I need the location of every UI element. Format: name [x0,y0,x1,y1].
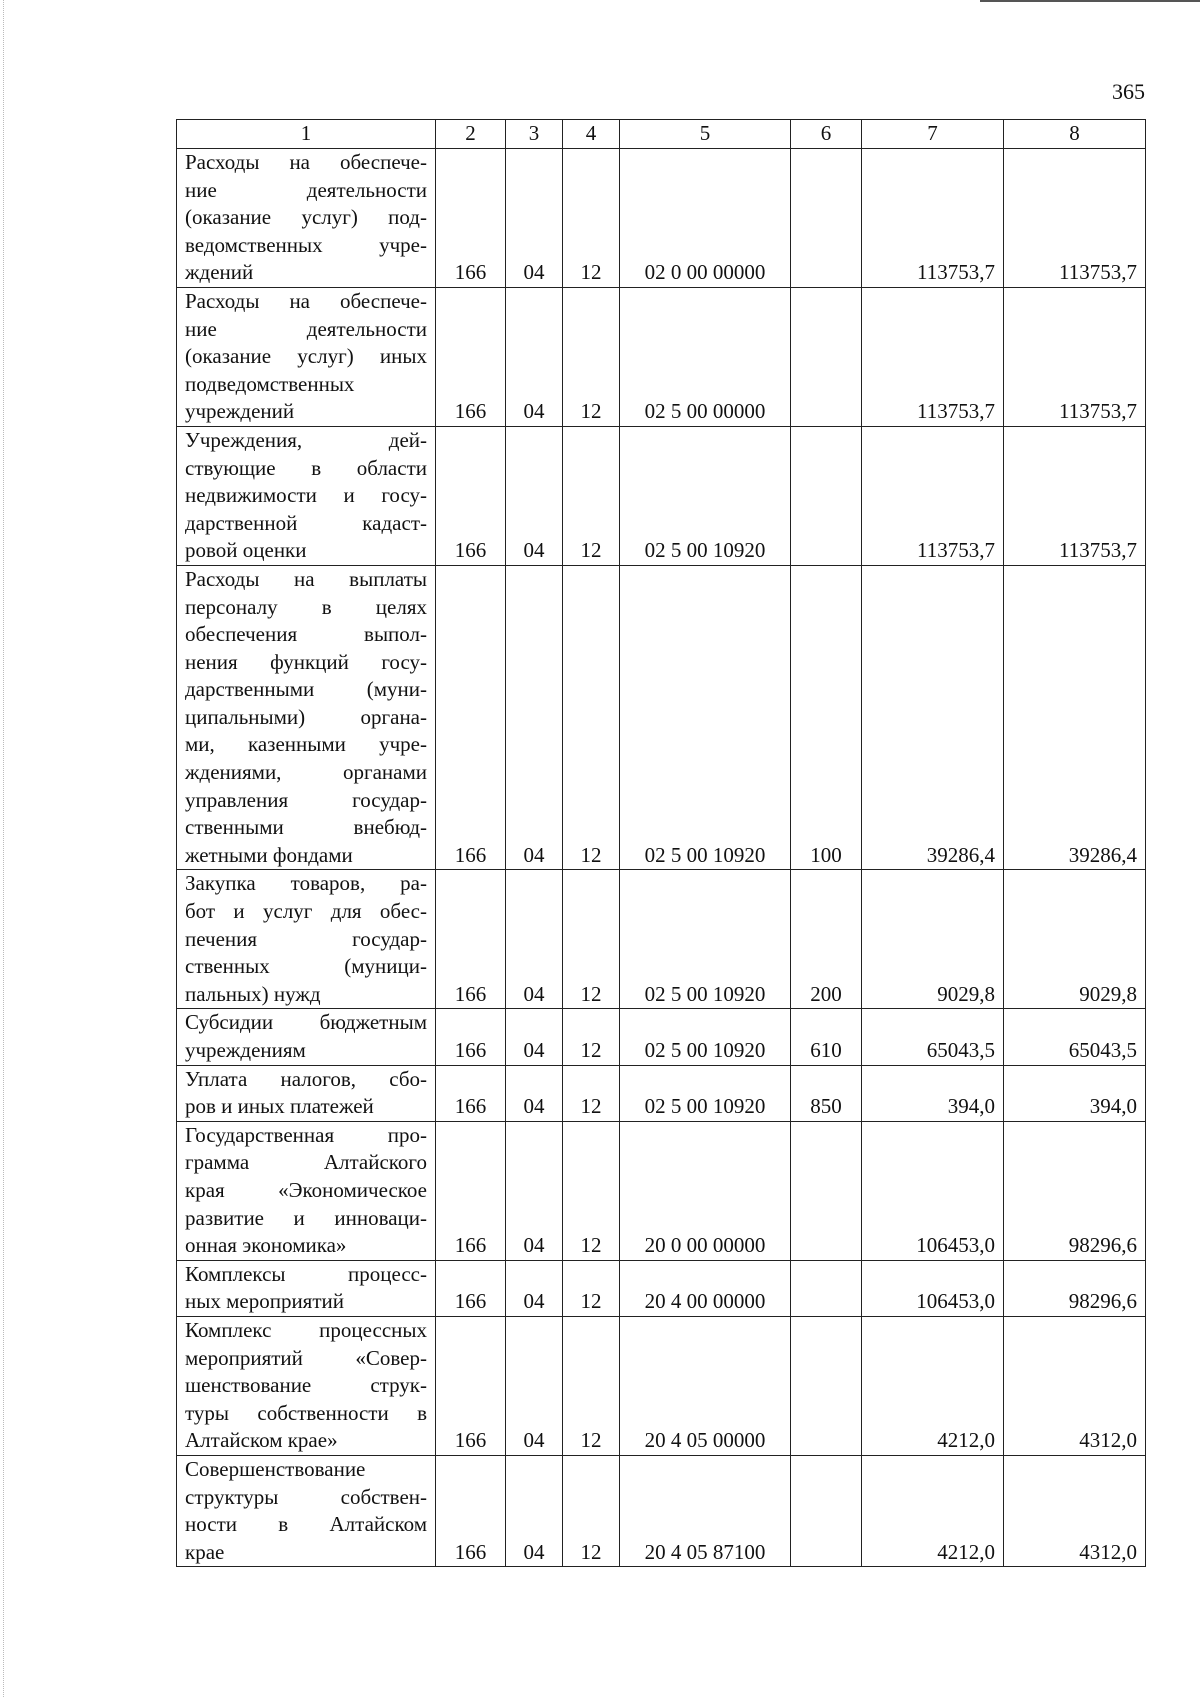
expense-name-line: (оказание услуг) иных [185,344,427,369]
cell-expense-kind [791,149,862,288]
cell-target-article: 02 5 00 10920 [620,426,791,565]
cell-expense-name [177,1260,436,1316]
cell-expense-kind: 200 [791,870,862,1009]
cell-section: 04 [506,1065,563,1121]
cell-expense-kind [791,1316,862,1455]
expense-name-line: туры собственности в [185,1400,427,1425]
cell-admin-code: 166 [436,1121,506,1260]
table-row [177,870,1146,1009]
cell-sum-year-2: 113753,7 [1004,149,1146,288]
budget-table [176,119,1146,1567]
cell-expense-kind: 100 [791,565,862,870]
scan-edge [3,0,4,1697]
cell-target-article: 02 5 00 00000 [620,287,791,426]
expense-name-line: ждений [185,260,254,285]
cell-sum-year-2: 65043,5 [1004,1009,1146,1065]
cell-admin-code: 166 [436,1316,506,1455]
expense-name-line: онная экономика» [185,1233,347,1258]
cell-target-article: 02 5 00 10920 [620,565,791,870]
cell-section: 04 [506,426,563,565]
table-row [177,565,1146,870]
cell-subsection: 12 [563,1065,620,1121]
expense-name-line: ние деятельности [185,316,427,341]
expense-name-line: крае [185,1539,225,1564]
expense-name-line: ных мероприятий [185,1289,344,1314]
expense-name-line: подведомственных [185,371,355,396]
expense-name-line: ровой оценки [185,538,307,563]
expense-name-line: Расходы на обеспече- [185,288,427,313]
top-rule [980,0,1200,2]
cell-expense-kind [791,426,862,565]
header-col-6: 6 [791,120,862,149]
expense-name-line: края «Экономическое [185,1177,427,1202]
cell-admin-code: 166 [436,870,506,1009]
cell-admin-code: 166 [436,426,506,565]
cell-expense-kind [791,1455,862,1566]
expense-name-line: ров и иных платежей [185,1094,374,1119]
expense-name-line: Закупка товаров, ра- [185,871,427,896]
expense-name-line: Алтайском крае» [185,1428,338,1453]
cell-admin-code: 166 [436,149,506,288]
cell-section: 04 [506,1121,563,1260]
table-row [177,426,1146,565]
cell-expense-name [177,565,436,870]
table-row [177,1121,1146,1260]
expense-name-line: управления государ- [185,787,427,812]
expense-name-line: ведомственных учре- [185,232,427,257]
table-row [177,1260,1146,1316]
cell-section: 04 [506,1260,563,1316]
cell-sum-year-2: 113753,7 [1004,287,1146,426]
expense-name-line: бот и услуг для обес- [185,899,427,924]
cell-sum-year-2: 9029,8 [1004,870,1146,1009]
cell-expense-kind [791,1260,862,1316]
expense-name-line: недвижимости и госу- [185,483,427,508]
table-row [177,1009,1146,1065]
cell-sum-year-2: 98296,6 [1004,1260,1146,1316]
cell-sum-year-1: 65043,5 [862,1009,1004,1065]
table-body [177,149,1146,1567]
cell-target-article: 02 5 00 10920 [620,870,791,1009]
cell-target-article: 02 0 00 00000 [620,149,791,288]
expense-name-line: учреждений [185,399,295,424]
cell-expense-name [177,149,436,288]
table-row [177,1455,1146,1566]
cell-admin-code: 166 [436,1455,506,1566]
cell-section: 04 [506,1455,563,1566]
expense-name-line: Государственная про- [185,1122,427,1147]
cell-sum-year-1: 39286,4 [862,565,1004,870]
cell-sum-year-2: 98296,6 [1004,1121,1146,1260]
cell-subsection: 12 [563,565,620,870]
cell-expense-name [177,870,436,1009]
cell-subsection: 12 [563,1316,620,1455]
cell-expense-name [177,1065,436,1121]
cell-sum-year-1: 4212,0 [862,1455,1004,1566]
cell-expense-kind: 850 [791,1065,862,1121]
cell-admin-code: 166 [436,1260,506,1316]
expense-name-line: ми, казенными учре- [185,732,427,757]
expense-name-line: ственных (муници- [185,954,427,979]
expense-name-line: дарственной кадаст- [185,510,427,535]
expense-name-line: грамма Алтайского [185,1150,427,1175]
expense-name-line: (оказание услуг) под- [185,205,427,230]
expense-name-line: мероприятий «Совер- [185,1345,427,1370]
cell-section: 04 [506,1316,563,1455]
table-row [177,1065,1146,1121]
cell-target-article: 20 4 05 87100 [620,1455,791,1566]
expense-name-line: Учреждения, дей- [185,427,427,452]
expense-name-line: ципальными) органа- [185,704,427,729]
expense-name-line: Комплексы процесс- [185,1261,427,1286]
cell-target-article: 02 5 00 10920 [620,1009,791,1065]
header-col-8: 8 [1004,120,1146,149]
expense-name-line: Совершенствование [185,1456,366,1481]
cell-sum-year-2: 39286,4 [1004,565,1146,870]
cell-admin-code: 166 [436,1009,506,1065]
expense-name-line: дарственными (муни- [185,677,427,702]
cell-admin-code: 166 [436,565,506,870]
expense-name-line: персоналу в целях [185,594,427,619]
header-col-2: 2 [436,120,506,149]
expense-name-line: Комплекс процессных [185,1317,427,1342]
header-col-7: 7 [862,120,1004,149]
expense-name-line: ние деятельности [185,177,427,202]
header-col-3: 3 [506,120,563,149]
cell-section: 04 [506,1009,563,1065]
header-col-5: 5 [620,120,791,149]
table-row [177,1316,1146,1455]
header-row [177,120,1146,149]
cell-subsection: 12 [563,1009,620,1065]
table-row [177,287,1146,426]
expense-name-line: пальных) нужд [185,981,321,1006]
cell-sum-year-1: 106453,0 [862,1260,1004,1316]
expense-name-line: нения функций госу- [185,649,427,674]
cell-target-article: 20 0 00 00000 [620,1121,791,1260]
cell-target-article: 20 4 05 00000 [620,1316,791,1455]
cell-expense-kind [791,1121,862,1260]
cell-expense-name [177,287,436,426]
expense-name-line: ности в Алтайском [185,1512,427,1537]
expense-name-line: развитие и инноваци- [185,1205,427,1230]
cell-sum-year-1: 9029,8 [862,870,1004,1009]
cell-sum-year-1: 113753,7 [862,149,1004,288]
cell-subsection: 12 [563,149,620,288]
expense-name-line: структуры собствен- [185,1484,427,1509]
cell-expense-kind [791,287,862,426]
cell-section: 04 [506,870,563,1009]
page-number: 365 [1112,79,1145,104]
expense-name-line: шенствование струк- [185,1373,427,1398]
expense-name-line: ственными внебюд- [185,815,427,840]
cell-subsection: 12 [563,1121,620,1260]
cell-target-article: 20 4 00 00000 [620,1260,791,1316]
cell-target-article: 02 5 00 10920 [620,1065,791,1121]
cell-expense-name [177,1009,436,1065]
expense-name-line: ствующие в области [185,455,427,480]
expense-name-line: Уплата налогов, сбо- [185,1066,427,1091]
expense-name-line: Субсидии бюджетным [185,1010,427,1035]
cell-sum-year-2: 4312,0 [1004,1316,1146,1455]
cell-sum-year-1: 113753,7 [862,426,1004,565]
cell-sum-year-1: 113753,7 [862,287,1004,426]
table-row [177,149,1146,288]
cell-subsection: 12 [563,287,620,426]
cell-subsection: 12 [563,870,620,1009]
cell-sum-year-1: 106453,0 [862,1121,1004,1260]
cell-sum-year-2: 4312,0 [1004,1455,1146,1566]
cell-subsection: 12 [563,1260,620,1316]
cell-sum-year-1: 4212,0 [862,1316,1004,1455]
cell-expense-name [177,426,436,565]
cell-subsection: 12 [563,1455,620,1566]
cell-expense-name [177,1121,436,1260]
cell-sum-year-2: 113753,7 [1004,426,1146,565]
expense-name-line: печения государ- [185,926,427,951]
expense-name-line: ждениями, органами [185,760,427,785]
cell-expense-name [177,1316,436,1455]
cell-section: 04 [506,287,563,426]
cell-admin-code: 166 [436,287,506,426]
header-col-1: 1 [177,120,436,149]
expense-name-line: учреждениям [185,1038,306,1062]
expense-name-line: жетными фондами [185,842,353,867]
expense-name-line: Расходы на обеспече- [185,150,427,174]
header-col-4: 4 [563,120,620,149]
cell-expense-name [177,1455,436,1566]
cell-sum-year-2: 394,0 [1004,1065,1146,1121]
expense-name-line: Расходы на выплаты [185,566,427,591]
cell-sum-year-1: 394,0 [862,1065,1004,1121]
cell-admin-code: 166 [436,1065,506,1121]
cell-section: 04 [506,149,563,288]
cell-expense-kind: 610 [791,1009,862,1065]
cell-subsection: 12 [563,426,620,565]
cell-section: 04 [506,565,563,870]
expense-name-line: обеспечения выпол- [185,622,427,647]
